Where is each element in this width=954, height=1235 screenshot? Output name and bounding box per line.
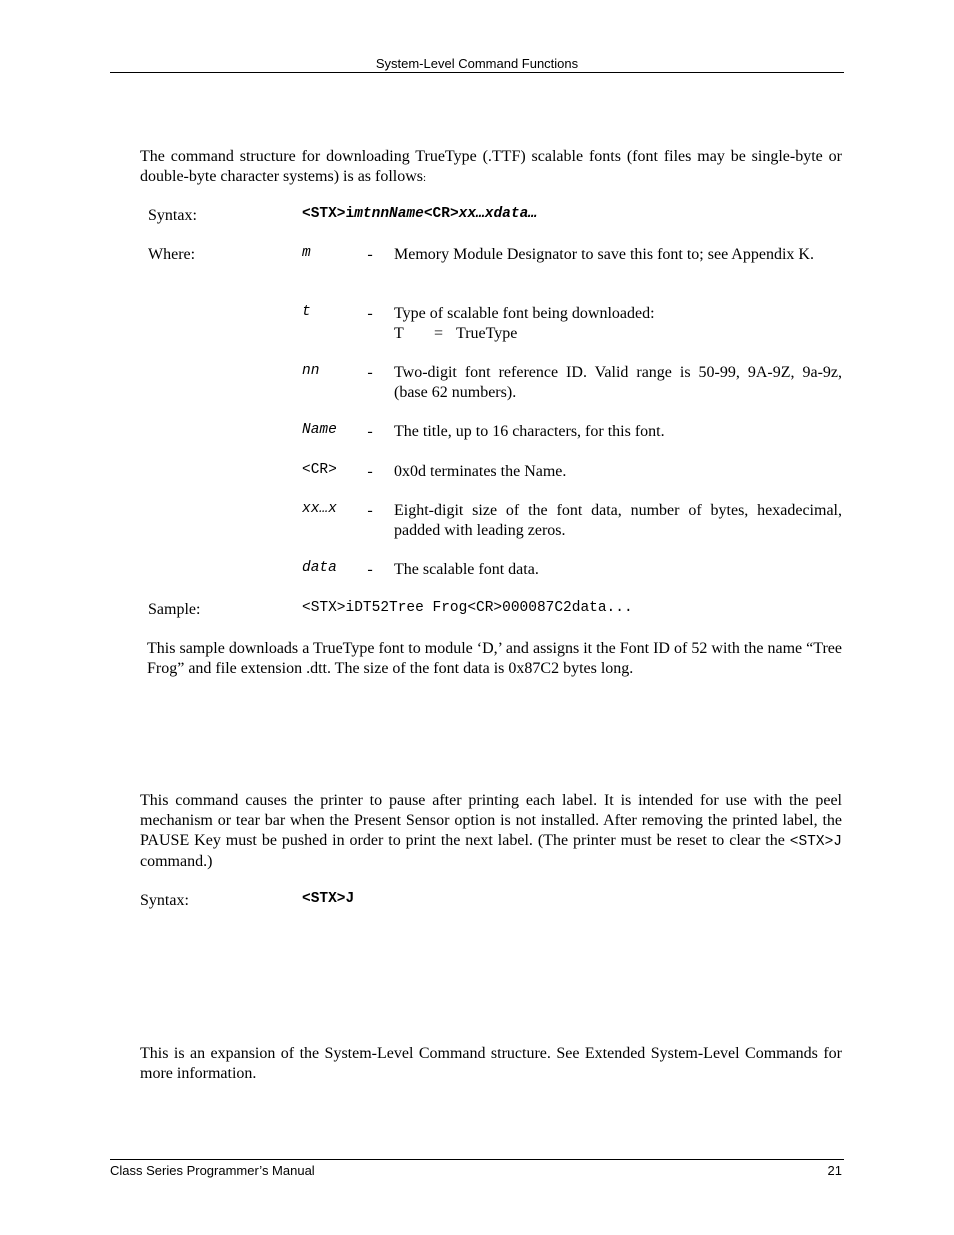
syntax-value: [302, 206, 537, 222]
pause-desc-tail: command.): [140, 853, 213, 870]
pause-desc-code: <STX>J: [789, 834, 842, 850]
header-rule: [110, 72, 844, 73]
param-desc: Memory Module Designator to save this font to; see Appendix K.: [394, 246, 814, 263]
param-term: m: [302, 245, 311, 261]
syntax-label: Syntax:: [148, 207, 197, 224]
param-sub-val: TrueType: [456, 325, 518, 342]
syntax-stx: <STX>: [302, 206, 346, 222]
pause-syntax-label: Syntax:: [140, 892, 189, 909]
syntax-tail: xx…xdata…: [458, 206, 537, 222]
truetype-intro-text: The command structure for downloading TrueType (.TTF) scalable fonts (font files may be single-byte or double-byte character systems) is as follows: [140, 148, 842, 185]
param-dash: -: [367, 246, 373, 263]
param-desc: Type of scalable font being downloaded:: [394, 305, 655, 322]
param-desc: The scalable font data.: [394, 561, 539, 578]
param-desc: The title, up to 16 characters, for this font.: [394, 423, 665, 440]
footer-page-number: 21: [827, 1163, 842, 1178]
param-dash: -: [367, 561, 373, 578]
param-term: t: [302, 304, 311, 320]
param-term: data: [302, 560, 337, 576]
param-dash: -: [367, 364, 373, 381]
param-term: xx…x: [302, 501, 337, 517]
param-dash: -: [367, 423, 373, 440]
param-dash: -: [367, 502, 373, 519]
param-desc: Eight-digit size of the font data, number of bytes, hexadecimal, padded with leading zeros.: [394, 502, 842, 539]
param-dash: -: [367, 305, 373, 322]
param-term: <CR>: [302, 462, 337, 478]
syntax-i: i: [345, 206, 355, 222]
pause-description: [140, 791, 842, 872]
param-desc: Two-digit font reference ID. Valid range is 50-99, 9A-9Z, 9a-9z, (base 62 numbers).: [394, 364, 842, 401]
param-dash: -: [367, 463, 373, 480]
param-term: Name: [302, 422, 337, 438]
truetype-intro-colon: :: [423, 172, 427, 184]
footer-rule: [110, 1159, 844, 1160]
param-sub-code: T: [394, 325, 404, 342]
syntax-mtnnname: mtnnName: [354, 206, 424, 222]
sample-value: <STX>iDT52Tree Frog<CR>000087C2data...: [302, 600, 633, 616]
param-sub-eq: =: [434, 325, 444, 342]
extended-description: This is an expansion of the System-Level Command structure. See Extended System-Level Commands for more information.: [140, 1045, 842, 1082]
running-header: System-Level Command Functions: [375, 56, 579, 71]
where-label: Where:: [148, 246, 196, 263]
pause-syntax-value: <STX>J: [302, 891, 355, 907]
syntax-cr: <CR>: [423, 206, 459, 222]
param-term: nn: [302, 363, 320, 379]
pause-desc-text: This command causes the printer to pause after printing each label. It is intended for use with the peel mechanism or tear bar when the Present Sensor option is not installed. After removing the printed label, the PAUSE Key must be pushed in order to print the next label. (The printer must be reset to clear the: [140, 792, 842, 849]
footer-manual-title: Class Series Programmer’s Manual: [110, 1163, 315, 1178]
param-desc: 0x0d terminates the Name.: [394, 463, 567, 480]
truetype-intro: [140, 147, 842, 188]
sample-description: This sample downloads a TrueType font to module ‘D,’ and assigns it the Font ID of 52 with the name “Tree Frog” and file extension .dtt. The size of the font data is 0x87C2 bytes long.: [147, 640, 842, 677]
sample-label: Sample:: [148, 601, 201, 618]
